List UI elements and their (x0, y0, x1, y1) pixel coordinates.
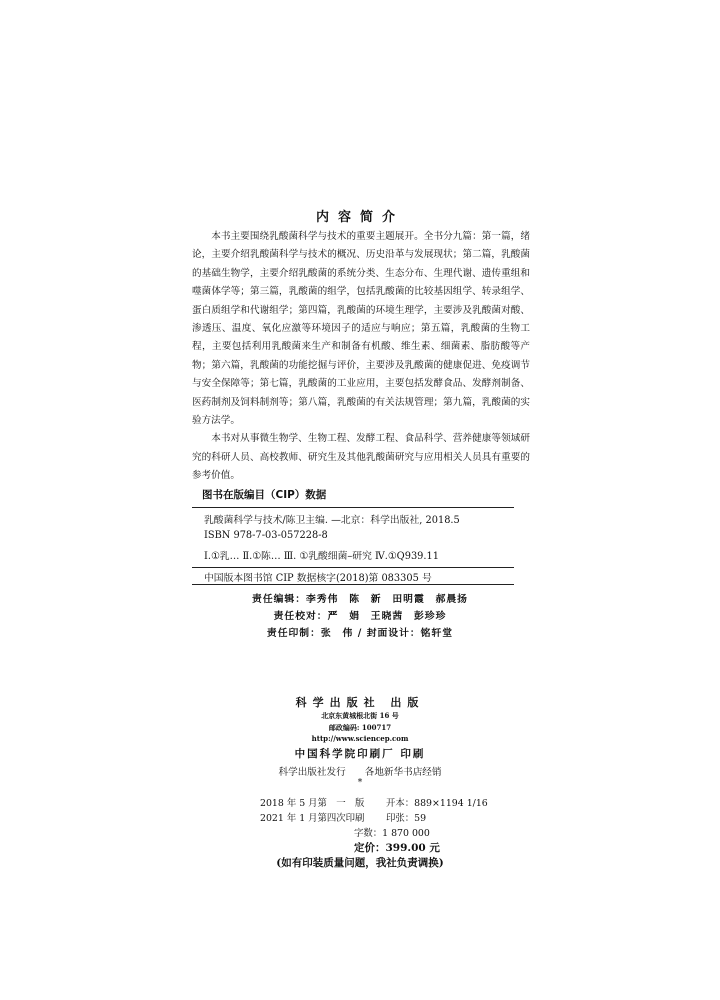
distributor: 科学出版社发行 (278, 766, 346, 778)
first-edition: 2018 年 5 月第 一 版 (260, 798, 365, 809)
word-count: 字数：1 870 000 (354, 828, 430, 839)
bookstores: 各地新华书店经销 (364, 766, 442, 778)
summary-paragraph-1: 本书主要围绕乳酸菌科学与技术的重要主题展开。全书分九篇：第一篇，绪论，主要介绍乳酸菌科学与技术的概况、历史沿革与发展现状；第二篇，乳酸菌的基础生物学，主要介绍乳酸菌的系统分类、生态分布、生理代谢、遗传重组和噬菌体学等；第三篇，乳酸菌的组学，包括乳酸菌的比较基因组学、转录组学、蛋白质组学和代谢组学；第四篇，乳酸菌的环境生理学，主要涉及乳酸菌对酸、渗透压、温度、氧化应激等环境因子的适应与响应；第五篇，乳酸菌的生物工程，主要包括利用乳酸菌来生产和制备有机酸、维生素、细菌素、脂肪酸等产物；第六篇，乳酸菌的功能挖掘与评价，主要涉及乳酸菌的健康促进、免疫调节与安全保障等；第七篇，乳酸菌的工业应用，主要包括发酵食品、发酵剂制备、医药制剂及饲料制剂等；第八篇，乳酸菌的有关法规管理；第九篇，乳酸菌的实验方法学。 (192, 231, 530, 427)
cip-isbn: ISBN 978-7-03-057228-8 (204, 530, 328, 541)
separator-star: * (357, 777, 363, 788)
publisher-postcode: 邮政编码: 100717 (328, 722, 392, 732)
cip-divider-top (192, 507, 514, 508)
printer-name: 中国科学院印刷厂 印刷 (294, 747, 426, 760)
summary-title: 内容简介 (315, 210, 404, 225)
responsible-editors: 责任编辑：李秀伟 陈 新 田明霞 郝晨扬 (252, 594, 468, 605)
quality-notice: (如有印装质量问题，我社负责调换) (276, 857, 444, 869)
printed-sheets: 印张：59 (386, 813, 427, 824)
responsible-printing-and-cover: 责任印制：张 伟 / 封面设计：铭轩堂 (266, 628, 454, 639)
summary-paragraph-2: 本书对从事微生物学、生物工程、发酵工程、食品科学、营养健康等领域研究的科研人员、高校教师、研究生及其他乳酸菌研究与应用相关人员具有重要的参考价值。 (192, 433, 530, 482)
cip-divider-middle (192, 567, 514, 568)
cip-divider-bottom (192, 584, 514, 585)
edition-info (260, 796, 488, 856)
book-format: 开本：889×1194 1/16 (386, 798, 488, 809)
cip-heading: 图书在版编目（CIP）数据 (202, 489, 327, 501)
publisher-url: http://www.sciencep.com (311, 734, 409, 743)
cip-title-line: 乳酸菌科学与技术/陈卫主编. —北京：科学出版社, 2018.5 (204, 515, 460, 526)
publisher-block (0, 694, 720, 789)
responsible-proofreaders: 责任校对：严 娟 王晓茜 彭珍珍 (273, 611, 447, 622)
reprint-info: 2021 年 1 月第四次印刷 (260, 813, 365, 824)
publisher-name: 科学出版社 出版 (295, 696, 425, 709)
summary-body (192, 228, 530, 486)
price: 定价：399.00 元 (354, 842, 440, 854)
staff-credits (0, 591, 720, 642)
cip-classification: Ⅰ.①乳… Ⅱ.①陈… Ⅲ. ①乳酸细菌–研究 Ⅳ.①Q939.11 (204, 551, 439, 562)
cip-record-number: 中国版本图书馆 CIP 数据核字(2018)第 083305 号 (204, 573, 432, 584)
distribution-line (0, 764, 720, 778)
publisher-address: 北京东黄城根北街 16 号 (321, 711, 399, 720)
